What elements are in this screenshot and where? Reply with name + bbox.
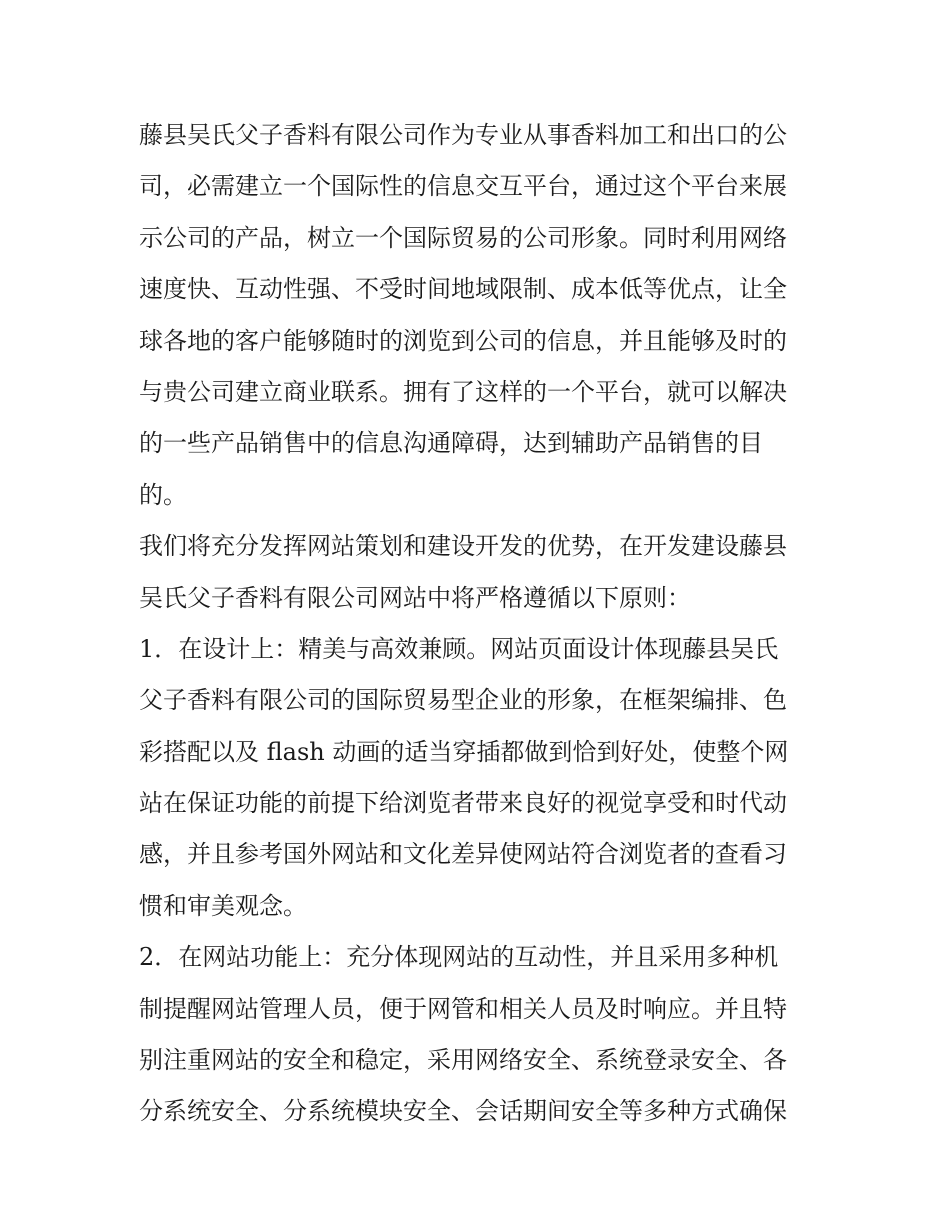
text-line: 1．在设计上：精美与高效兼顾。网站页面设计体现藤县吴氏	[139, 634, 779, 663]
text-line: 球各地的客户能够随时的浏览到公司的信息，并且能够及时的	[139, 326, 787, 355]
text-line: 示公司的产品，树立一个国际贸易的公司形象。同时利用网络	[139, 223, 787, 252]
text-line: 的。	[139, 480, 187, 509]
text-line: 2．在网站功能上：充分体现网站的互动性，并且采用多种机	[139, 943, 779, 972]
text-line: 吴氏父子香料有限公司网站中将严格遵循以下原则：	[139, 583, 691, 612]
text-line: 藤县吴氏父子香料有限公司作为专业从事香料加工和出口的公	[139, 121, 787, 149]
text-line: 速度快、互动性强、不受时间地域限制、成本低等优点，让全	[139, 275, 787, 304]
text-line: 司，必需建立一个国际性的信息交互平台，通过这个平台来展	[139, 172, 787, 201]
text-line: 彩搭配以及 flash 动画的适当穿插都做到恰到好处，使整个网	[139, 737, 789, 766]
text-line: 我们将充分发挥网站策划和建设开发的优势，在开发建设藤县	[139, 532, 787, 561]
text-line: 制提醒网站管理人员，便于网管和相关人员及时响应。并且特	[139, 994, 787, 1023]
text-line: 的一些产品销售中的信息沟通障碍，达到辅助产品销售的目	[139, 429, 763, 458]
text-line: 别注重网站的安全和稳定，采用网络安全、系统登录安全、各	[139, 1046, 787, 1075]
text-line: 惯和审美观念。	[139, 891, 307, 920]
text-line: 父子香料有限公司的国际贸易型企业的形象，在框架编排、色	[139, 686, 787, 715]
text-line: 站在保证功能的前提下给浏览者带来良好的视觉享受和时代动	[139, 789, 787, 818]
text-line: 分系统安全、分系统模块安全、会话期间安全等多种方式确保	[139, 1097, 787, 1126]
text-line: 感，并且参考国外网站和文化差异使网站符合浏览者的查看习	[139, 840, 787, 869]
text-line: 与贵公司建立商业联系。拥有了这样的一个平台，就可以解决	[139, 377, 787, 406]
document-body	[139, 110, 819, 1138]
